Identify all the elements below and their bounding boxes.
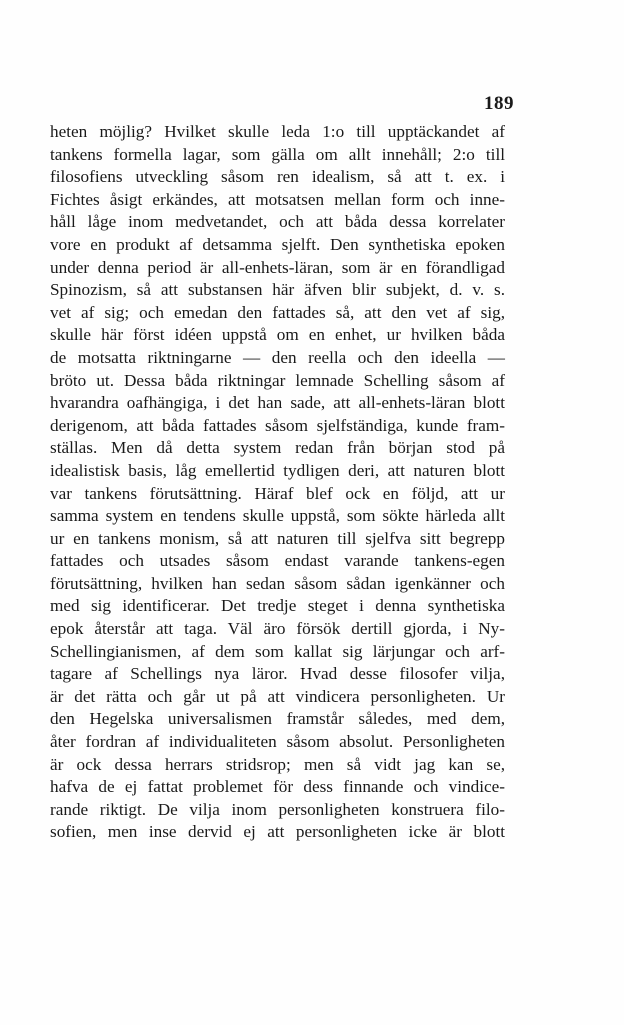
text-line: med sig identificerar. Det tredje steget i denna synthetiska: [50, 596, 505, 616]
text-line: filosofiens utveckling såsom ren idealism, så att t. ex. i: [50, 167, 505, 187]
text-line: de motsatta riktningarne — den reella och den ideella —: [50, 347, 505, 367]
text-line: ställas. Men då detta system redan från början stod på: [50, 438, 505, 458]
text-line: epok återstår att taga. Väl äro försök dertill gjorda, i Ny-: [50, 619, 505, 639]
text-line: vore en produkt af detsamma sjelft. Den synthetiska epoken: [50, 234, 505, 254]
text-line: Fichtes åsigt erkändes, att motsatsen mellan form och inne-: [50, 189, 505, 209]
text-line: heten möjlig? Hvilket skulle leda 1:o till upptäckandet af: [50, 122, 505, 141]
text-line: derigenom, att båda fattades såsom sjelfständiga, kunde fram-: [50, 415, 505, 435]
text-line: sofien, men inse dervid ej att personligheten icke är blott: [50, 822, 505, 842]
text-line: Spinozism, så att substansen här äfven blir subjekt, d. v. s.: [50, 280, 505, 300]
text-line: under denna period är all-enhets-läran, som är en förandligad: [50, 257, 505, 277]
text-line: tankens formella lagar, som gälla om allt innehåll; 2:o till: [50, 144, 505, 164]
text-line: Schellingianismen, af dem som kallat sig lärjungar och arf-: [50, 641, 505, 661]
text-line: var tankens förutsättning. Häraf blef ock en följd, att ur: [50, 483, 505, 503]
text-line: tagare af Schellings nya läror. Hvad desse filosofer vilja,: [50, 664, 505, 684]
page-number: 189: [484, 93, 514, 114]
text-line: ur en tankens monism, så att naturen till sjelfva sitt begrepp: [50, 528, 505, 548]
text-line: är det rätta och går ut på att vindicera personligheten. Ur: [50, 686, 505, 706]
text-line: håll låge inom medvetandet, och att båda dessa korrelater: [50, 212, 505, 232]
text-line: den Hegelska universalismen framstår således, med dem,: [50, 709, 505, 729]
text-line: hvarandra oafhängiga, i det han sade, att all-enhets-läran blott: [50, 393, 505, 413]
text-line: skulle här först idéen uppstå om en enhet, ur hvilken båda: [50, 325, 505, 345]
text-line: fattades och utsades såsom endast varande tankens-egen: [50, 551, 505, 571]
text-line: vet af sig; och emedan den fattades så, att den vet af sig,: [50, 302, 505, 322]
text-line: förutsättning, hvilken han sedan såsom sådan igenkänner och: [50, 573, 505, 593]
text-line: samma system en tendens skulle uppstå, som sökte härleda allt: [50, 506, 505, 526]
text-line: åter fordran af individualiteten såsom absolut. Personligheten: [50, 732, 505, 752]
text-line: hafva de ej fattat problemet för dess finnande och vindice-: [50, 777, 505, 797]
text-line: är ock dessa herrars stridsrop; men så vidt jag kan se,: [50, 754, 505, 774]
text-line: bröto ut. Dessa båda riktningar lemnade Schelling såsom af: [50, 370, 505, 390]
body-text: [50, 121, 505, 844]
text-line: rande riktigt. De vilja inom personligheten konstruera filo-: [50, 799, 505, 819]
text-line: idealistisk basis, låg emellertid tydligen deri, att naturen blott: [50, 460, 505, 480]
